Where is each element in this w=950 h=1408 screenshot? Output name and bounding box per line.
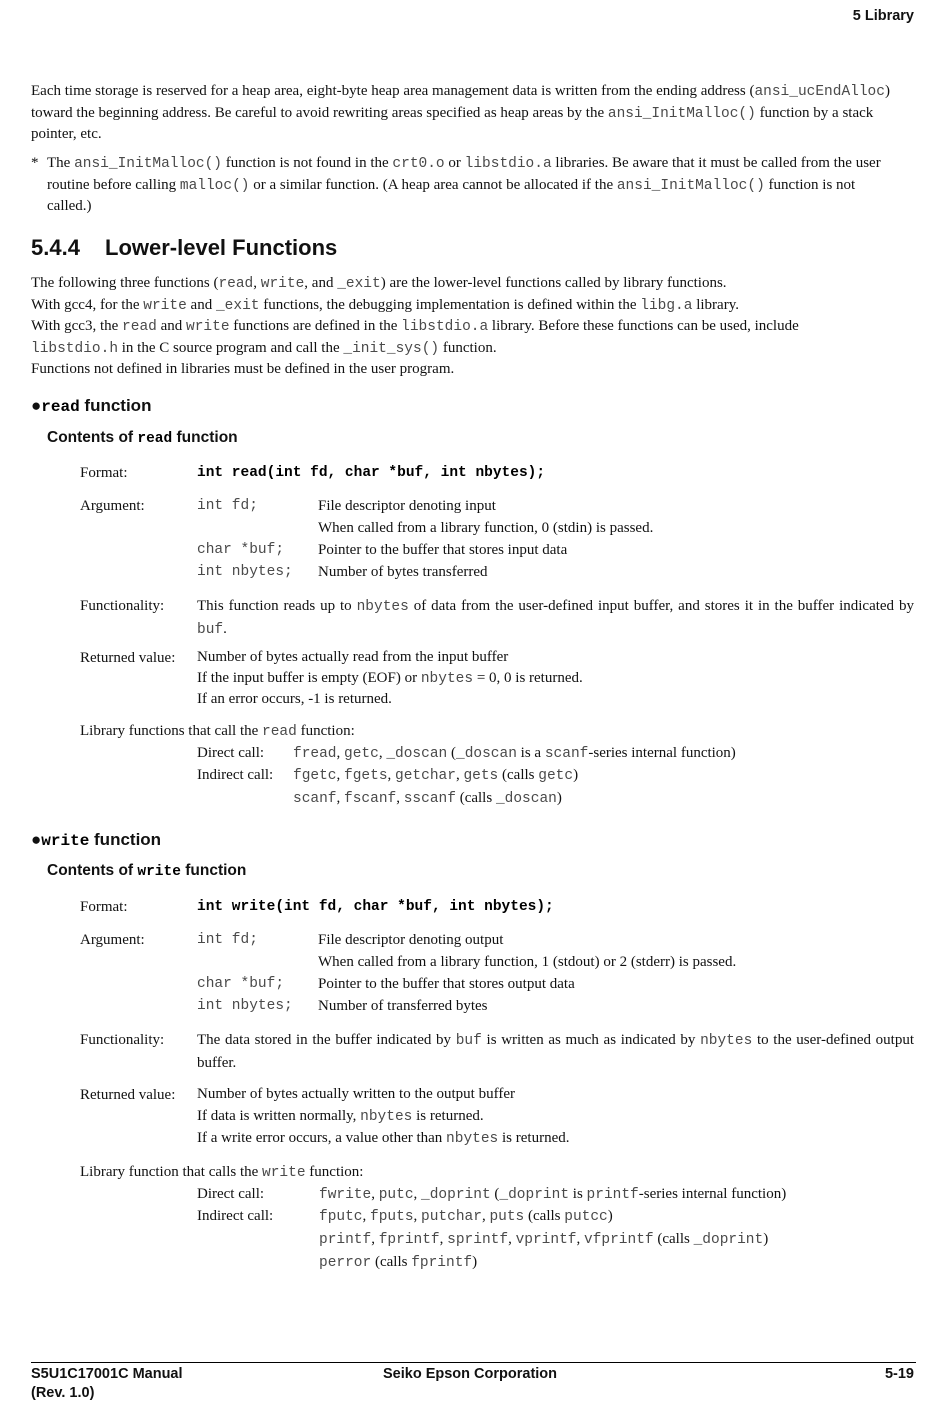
code-text: _doscan	[386, 746, 448, 762]
section-number: 5.4.4	[31, 235, 80, 260]
text-run: If data is written normally,	[197, 1107, 361, 1124]
code-text: _doprint	[693, 1232, 764, 1248]
manual-revision: (Rev. 1.0)	[31, 1385, 95, 1401]
code-text: read	[262, 724, 297, 740]
read-functionality-label: Functionality:	[80, 598, 165, 614]
returned-line	[197, 689, 583, 710]
code-text: libstdio.a	[401, 319, 489, 335]
bullet-dot-icon: ●	[31, 830, 42, 849]
code-text: fprintf	[411, 1255, 473, 1271]
indirect-line	[293, 764, 578, 787]
text-run: function by a stack pointer, etc.	[31, 104, 874, 142]
footer-company: Seiko Epson Corporation	[383, 1366, 558, 1382]
code-text: ansi_InitMalloc()	[74, 156, 223, 172]
text-run: ,	[387, 767, 396, 783]
code-text: buf	[455, 1033, 482, 1049]
text-run: ,	[371, 1231, 379, 1247]
text-run: (calls	[371, 1254, 412, 1270]
text-run: library.	[692, 296, 739, 313]
write-arg-type: int nbytes;	[197, 998, 293, 1014]
returned-line	[197, 647, 583, 668]
code-text: read	[122, 319, 157, 335]
code-text: write	[186, 319, 230, 335]
write-functionality	[197, 1029, 914, 1074]
note-marker: *	[31, 155, 39, 171]
read-arg-type: int fd;	[197, 498, 258, 514]
code-text: ansi_InitMalloc()	[607, 105, 756, 122]
code-text: fgetc	[293, 768, 337, 784]
write-argument-label: Argument:	[80, 932, 145, 948]
text-run: is returned.	[498, 1130, 570, 1146]
section-title: Lower-level Functions	[105, 235, 338, 260]
code-text: putc	[378, 1187, 414, 1203]
code-text: libg.a	[640, 297, 693, 314]
text-run: in the C source program and call the	[118, 339, 344, 356]
code-text: read	[218, 276, 254, 292]
write-arg-desc: Number of transferred bytes	[318, 998, 488, 1014]
text-run: ,	[336, 745, 345, 761]
read-direct-calls	[293, 742, 736, 765]
code-text: fwrite	[319, 1187, 372, 1203]
read-arg-type: int nbytes;	[197, 564, 293, 580]
text-run: = 0, 0 is returned.	[473, 669, 583, 686]
text-run: function is not called.)	[47, 176, 856, 214]
code-text: _init_sys()	[343, 340, 440, 357]
read-functionality	[197, 595, 914, 641]
text-run: ,	[336, 767, 345, 783]
read-direct-label: Direct call:	[197, 745, 265, 761]
read-arg-type: char *buf;	[197, 542, 285, 558]
read-arg-desc: File descriptor denoting input	[318, 498, 496, 514]
text-run: ,	[455, 767, 464, 783]
text-run: ,	[481, 1208, 490, 1224]
code-text: fread	[293, 746, 337, 762]
text-run: ,	[439, 1231, 448, 1247]
text-run: Library functions that call the	[80, 723, 263, 739]
text-run: Functions not defined in libraries must be defined in the user program.	[31, 361, 455, 377]
text-run: ,	[371, 1186, 379, 1202]
text-run: function:	[305, 1164, 364, 1180]
text-run: functions are defined in the	[229, 318, 402, 334]
text-run: and	[186, 296, 216, 313]
code-text: buf	[197, 622, 224, 638]
text-run: ,	[413, 1208, 422, 1224]
code-text: nbytes	[360, 1108, 413, 1125]
text-run: (calls	[653, 1231, 694, 1247]
text-run: functions, the debugging implementation is defined within the	[259, 296, 641, 313]
text-run: The following three functions (	[31, 275, 219, 291]
read-contents-heading: Contents of read function	[47, 429, 238, 447]
code-text: sscanf	[403, 791, 456, 807]
code-text: puts	[489, 1209, 525, 1225]
text-run: function:	[296, 723, 355, 739]
code-text: putchar	[421, 1209, 482, 1225]
indirect-line	[319, 1251, 768, 1274]
code-text: crt0.o	[392, 156, 445, 172]
read-indirect-label: Indirect call:	[197, 767, 274, 783]
bullet-dot-icon: ●	[31, 396, 42, 415]
text-run: libraries. Be aware that it must be called from the user routine before calling	[47, 155, 881, 193]
write-arg-desc: When called from a library function, 1 (stdout) or 2 (stderr) is passed.	[318, 954, 737, 970]
code-text: getc	[344, 746, 379, 762]
text-run: -series internal function)	[638, 1186, 787, 1202]
footer-page-number: 5-19	[884, 1366, 914, 1382]
section-line	[31, 359, 911, 380]
text-run: If the input buffer is empty (EOF) or	[197, 669, 421, 686]
returned-line	[197, 1128, 570, 1151]
read-returned	[197, 647, 583, 710]
section-line	[31, 338, 911, 360]
text-run: ,	[396, 790, 404, 806]
text-run: The data stored in the buffer indicated by	[197, 1032, 456, 1048]
text-run: If a write error occurs, a value other than	[197, 1130, 447, 1146]
code-text: getchar	[395, 768, 456, 784]
text-run: ) are the lower-level functions called by library functions.	[380, 275, 727, 291]
text-run: library. Before these functions can be used, include	[488, 318, 799, 334]
text-run: This function reads up to	[197, 598, 357, 614]
code-text: fprintf	[378, 1232, 440, 1248]
text-run: ,	[336, 790, 345, 806]
text-run: function is not found in the	[222, 155, 393, 171]
read-format-label: Format:	[80, 465, 128, 481]
text-run: ) toward the beginning address. Be careful to avoid rewriting areas specified as heap areas by the	[31, 83, 890, 121]
code-text: _doprint	[421, 1187, 491, 1203]
text-run: (calls	[524, 1208, 565, 1224]
text-run: ,	[508, 1231, 516, 1247]
text-run: )	[472, 1254, 478, 1270]
read-argument-label: Argument:	[80, 498, 145, 514]
section-heading	[31, 235, 337, 261]
read-arg-desc: Pointer to the buffer that stores input data	[318, 542, 568, 558]
read-indirect-calls	[293, 764, 578, 810]
footer-rule	[31, 1362, 916, 1363]
text-run: is written as much as indicated by	[481, 1032, 701, 1048]
text-run: The	[47, 155, 75, 171]
read-library-intro	[80, 720, 355, 743]
text-run: to the user-defined output buffer.	[197, 1032, 914, 1071]
section-line	[31, 316, 911, 338]
code-text: printf	[319, 1232, 372, 1248]
text-run: With gcc3, the	[31, 318, 123, 334]
code-text: malloc()	[179, 177, 250, 194]
indirect-line	[293, 787, 578, 810]
text-run: )	[556, 790, 562, 806]
code-text: ansi_ucEndAlloc	[754, 84, 885, 100]
text-run: and	[156, 318, 187, 334]
text-run: ,	[576, 1231, 584, 1247]
code-text: putcc	[564, 1209, 608, 1225]
code-text: scanf	[544, 746, 589, 762]
write-arg-desc: Pointer to the buffer that stores output data	[318, 976, 575, 992]
code-text: ansi_InitMalloc()	[616, 177, 765, 194]
text-run: is a	[516, 745, 545, 761]
section-body	[31, 273, 911, 380]
code-text: perror	[319, 1255, 372, 1271]
section-line	[31, 295, 911, 317]
code-text: libstdio.h	[31, 340, 119, 357]
manual-name: S5U1C17001C Manual	[31, 1366, 183, 1382]
text-run: Library function that calls the	[80, 1164, 263, 1180]
read-format: int read(int fd, char *buf, int nbytes);	[197, 465, 546, 481]
returned-line	[197, 1084, 570, 1106]
write-returned-label: Returned value:	[80, 1087, 176, 1103]
code-text: nbytes	[446, 1131, 499, 1147]
read-bullet-heading: ●read function	[31, 396, 152, 416]
text-run: Number of bytes actually written to the output buffer	[197, 1086, 515, 1102]
text-run: Each time storage is reserved for a heap area, eight-byte heap area management data is written from the ending address (	[31, 83, 755, 99]
write-arg-type: int fd;	[197, 932, 258, 948]
read-arg-desc: Number of bytes transferred	[318, 564, 488, 580]
code-text: gets	[463, 768, 499, 784]
code-text: _doprint	[499, 1187, 570, 1203]
intro-paragraph	[31, 81, 901, 145]
write-functionality-label: Functionality:	[80, 1032, 165, 1048]
code-text: _doscan	[495, 791, 557, 807]
text-run: or	[444, 155, 465, 171]
code-text: nbytes	[420, 670, 474, 687]
code-text: _doscan	[456, 746, 517, 762]
text-run: .	[223, 621, 227, 637]
text-run: With gcc4, for the	[31, 296, 144, 313]
text-run: of data from the user-defined input buffer, and stores it in the buffer indicated by	[408, 598, 914, 614]
read-returned-label: Returned value:	[80, 650, 176, 666]
text-run: (	[447, 745, 456, 761]
code-text: fgets	[344, 768, 388, 784]
code-text: getc	[538, 768, 574, 784]
code-text: write	[143, 297, 187, 314]
text-run: (calls	[455, 790, 496, 806]
text-run: Number of bytes actually read from the input buffer	[197, 649, 509, 665]
write-arg-type: char *buf;	[197, 976, 285, 992]
returned-line	[197, 668, 583, 690]
code-text: fputs	[370, 1209, 414, 1225]
code-text: _exit	[337, 276, 381, 292]
note-paragraph	[47, 153, 902, 217]
text-run: , and	[304, 275, 338, 291]
write-direct-calls	[319, 1183, 786, 1206]
text-run: is returned.	[412, 1107, 484, 1124]
write-indirect-label: Indirect call:	[197, 1208, 274, 1224]
indirect-line	[319, 1205, 768, 1228]
text-run: )	[607, 1208, 613, 1224]
code-text: sprintf	[447, 1232, 509, 1248]
text-run: -series internal function)	[588, 745, 736, 761]
write-returned	[197, 1084, 570, 1151]
text-run: ,	[253, 275, 261, 291]
text-run: )	[573, 767, 579, 783]
write-contents-heading: Contents of write function	[47, 862, 247, 880]
code-text: nbytes	[356, 599, 409, 615]
text-run: is	[569, 1186, 587, 1202]
code-text: vfprintf	[583, 1232, 654, 1248]
code-text: write	[260, 276, 305, 292]
text-run: ,	[362, 1208, 371, 1224]
write-indirect-calls	[319, 1205, 768, 1274]
code-text: vprintf	[515, 1232, 577, 1248]
text-run: or a similar function. (A heap area cannot be allocated if the	[249, 176, 617, 193]
code-text: printf	[586, 1187, 639, 1203]
write-format: int write(int fd, char *buf, int nbytes);	[197, 899, 554, 915]
write-format-label: Format:	[80, 899, 128, 915]
chapter-header: 5 Library	[852, 8, 914, 24]
code-text: _exit	[215, 297, 260, 314]
write-library-intro	[80, 1161, 363, 1184]
code-text: scanf	[293, 791, 337, 807]
indirect-line	[319, 1228, 768, 1251]
write-bullet-heading: ●write function	[31, 830, 162, 850]
code-text: libstdio.a	[464, 156, 552, 172]
returned-line	[197, 1106, 570, 1129]
code-text: nbytes	[700, 1033, 753, 1049]
write-direct-label: Direct call:	[197, 1186, 265, 1202]
text-run: (	[490, 1186, 500, 1202]
code-text: fscanf	[344, 791, 397, 807]
text-run: ,	[413, 1186, 422, 1202]
code-text: fputc	[319, 1209, 363, 1225]
read-arg-desc: When called from a library function, 0 (stdin) is passed.	[318, 520, 654, 536]
text-run: function.	[439, 339, 497, 356]
text-run: )	[763, 1231, 769, 1247]
text-run: ,	[378, 745, 387, 761]
footer-manual	[31, 1365, 183, 1403]
text-run: If an error occurs, -1 is returned.	[197, 691, 392, 707]
text-run: (calls	[498, 767, 539, 783]
write-arg-desc: File descriptor denoting output	[318, 932, 504, 948]
code-text: write	[262, 1165, 306, 1181]
section-line	[31, 273, 911, 295]
